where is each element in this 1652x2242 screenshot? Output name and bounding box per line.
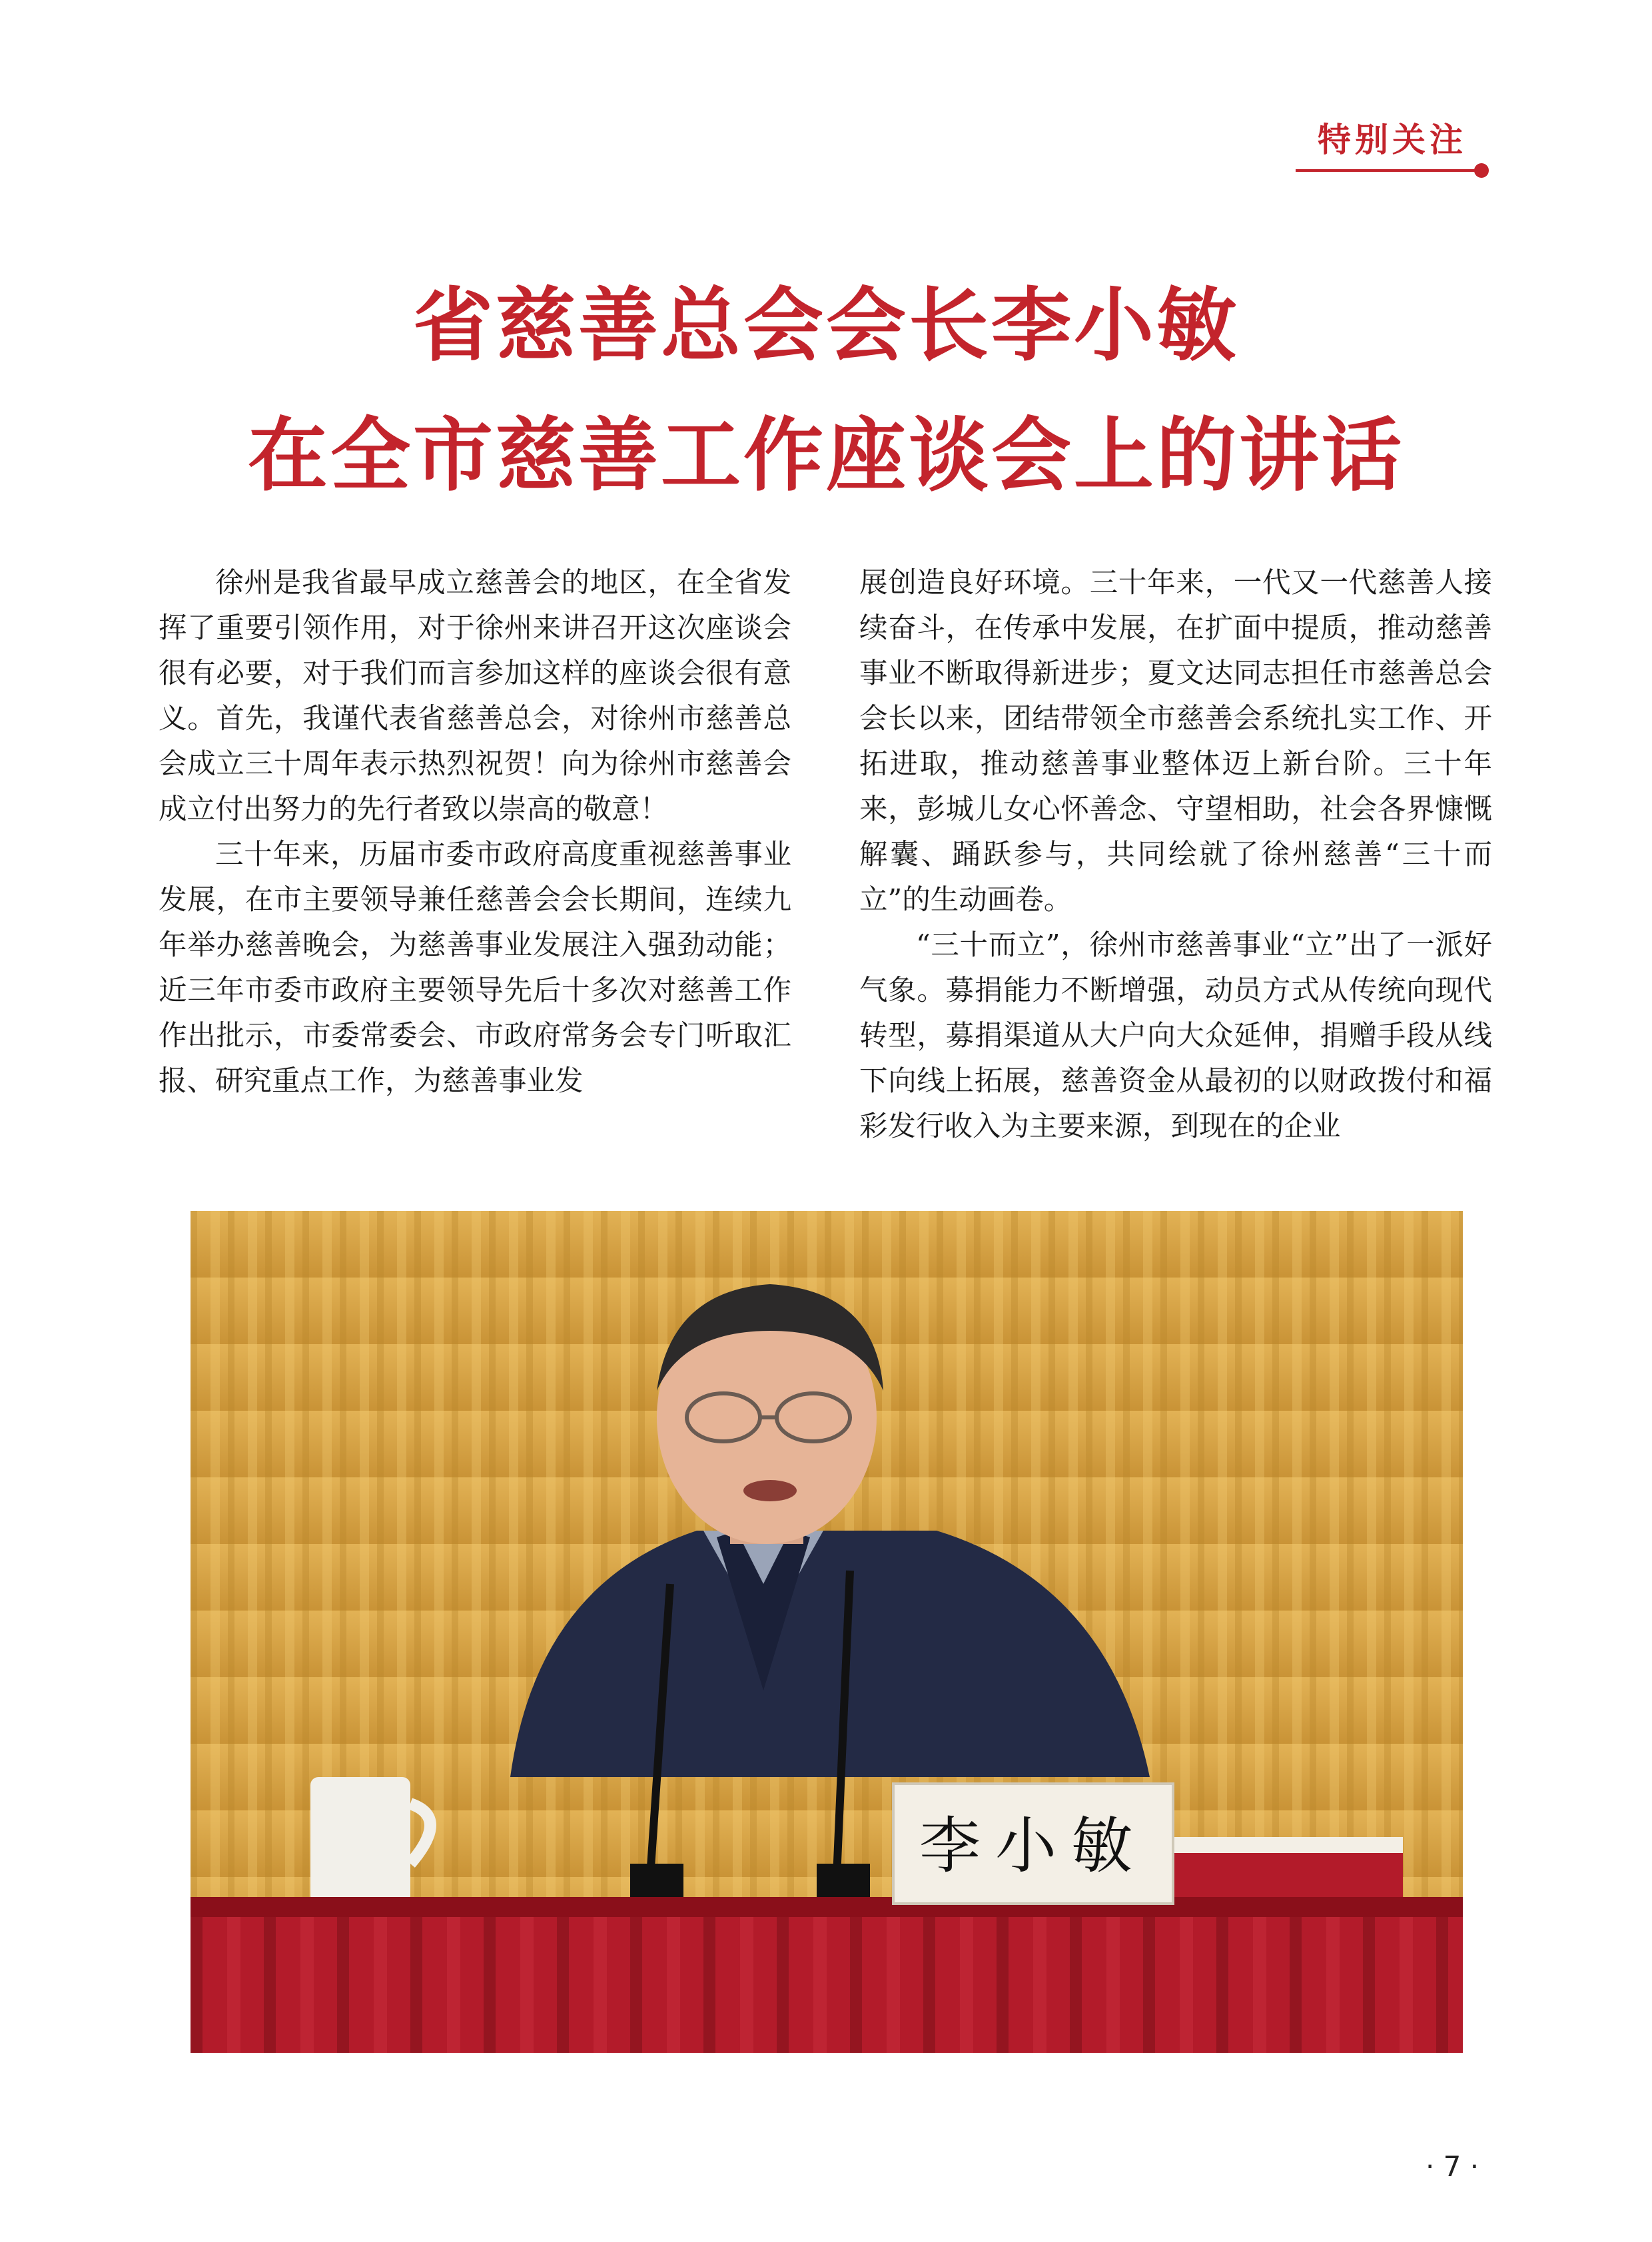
page-number: · 7 ·	[1425, 2150, 1479, 2183]
paragraph: “三十而立”，徐州市慈善事业“立”出了一派好气象。募捐能力不断增强，动员方式从传统向现代转型，募捐渠道从大户向大众延伸，捐赠手段从线下向线上拓展，慈善资金从最初的以财政拨付和福彩发行收入为主要来源，到现在的企业	[859, 929, 1492, 1143]
paragraph: 三十年来，历届市委市政府高度重视慈善事业发展，在市主要领导兼任慈善会会长期间，连续九年举办慈善晚会，为慈善事业发展注入强劲动能；近三年市委市政府主要领导先后十多次对慈善工作作出批示，市委常委会、市政府常务会专门听取汇报、研究重点工作，为慈善事业发	[159, 839, 791, 1098]
tea-cup	[310, 1777, 410, 1904]
article-column-left	[159, 561, 791, 1104]
article-title-line-1: 省慈善总会会长李小敏	[413, 280, 1239, 372]
paragraph: 徐州是我省最早成立慈善会的地区，在全省发挥了重要引领作用，对于徐州来讲召开这次座谈会很有必要，对于我们而言参加这样的座谈会很有意义。首先，我谨代表省慈善总会，对徐州市慈善总会成立三十周年表示热烈祝贺！向为徐州市慈善会成立付出努力的先行者致以崇高的敬意！	[159, 567, 791, 826]
section-rule-dot	[1474, 163, 1489, 178]
article-title-line-2: 在全市慈善工作座谈会上的讲话	[248, 410, 1404, 502]
tablecloth	[191, 1917, 1463, 2053]
section-rule	[1296, 169, 1482, 172]
speaker-photo	[191, 1211, 1463, 2053]
table-top	[191, 1897, 1463, 1917]
section-label: 特别关注	[1318, 121, 1467, 159]
article-column-right	[859, 561, 1492, 1150]
nameplate-text: 李小敏	[919, 1810, 1148, 1882]
paragraph: 展创造良好环境。三十年来，一代又一代慈善人接续奋斗，在传承中发展，在扩面中提质，推动慈善事业不断取得新进步；夏文达同志担任市慈善总会会长以来，团结带领全市慈善会系统扎实工作、开拓进取，推动慈善事业整体迈上新台阶。三十年来，彭城儿女心怀善念、守望相助，社会各界慷慨解囊、踊跃参与，共同绘就了徐州慈善“三十而立”的生动画卷。	[859, 567, 1492, 917]
